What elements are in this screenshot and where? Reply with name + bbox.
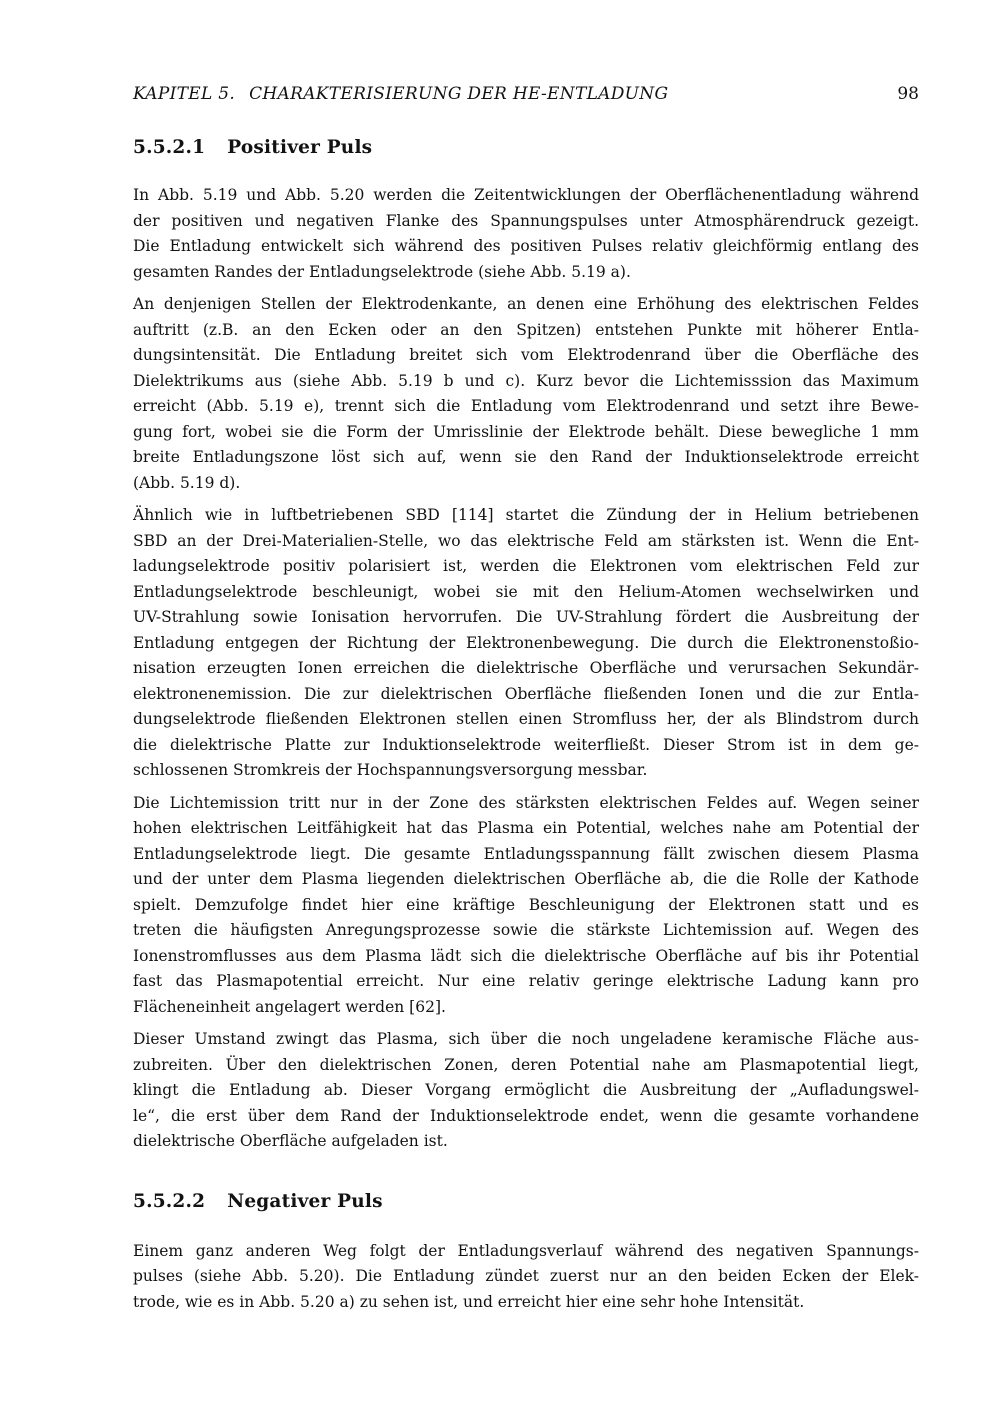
paragraph [133,503,919,784]
chapter-label: KAPITEL 5. [133,84,236,104]
text-line: und der unter dem Plasma liegenden dielektrischen Oberfläche ab, die die Rolle der Kathode [133,870,919,888]
text-line: treten die häufigsten Anregungsprozesse sowie die stärkste Lichtemission auf. Wegen des [133,921,919,939]
chapter-header [133,84,668,104]
text-line: spielt. Demzufolge findet hier eine kräftige Beschleunigung der Elektronen statt und es [133,895,919,914]
section-number: 5.5.2.2 [133,1190,206,1212]
text-line: auftritt (z.B. an den Ecken oder an den Spitzen) entstehen Punkte mit höherer Entla- [133,320,919,339]
text-line: nisation erzeugten Ionen erreichen die dielektrische Oberfläche und verursachen Sekundär- [133,659,919,677]
text-line: Entladungselektrode liegt. Die gesamte Entladungsspannung fällt zwischen diesem Plasma [133,844,919,863]
text-line: An denjenigen Stellen der Elektrodenkante, an denen eine Erhöhung des elektrischen Feldes [133,295,919,313]
section-heading-positiver-puls [133,137,919,158]
paragraph [133,183,919,285]
text-line: dungsintensität. Die Entladung breitet sich vom Elektrodenrand über die Oberfläche des [133,346,919,364]
text-line: erreicht (Abb. 5.19 e), trennt sich die Entladung vom Elektrodenrand und setzt ihre Bewe- [133,397,919,415]
section-title: Negativer Puls [227,1190,383,1212]
paragraph [133,791,919,1021]
text-line: schlossenen Stromkreis der Hochspannungsversorgung messbar. [133,761,648,779]
text-line: Die Lichtemission tritt nur in der Zone des stärksten elektrischen Feldes auf. Wegen seiner [133,793,919,812]
section-heading-negativer-puls [133,1191,919,1212]
text-line: Entladungselektrode beschleunigt, wobei sie mit den Helium-Atomen wechselwirken und [133,582,919,601]
chapter-title: CHARAKTERISIERUNG DER HE-ENTLADUNG [249,84,669,104]
text-line: elektronenemission. Die zur dielektrischen Oberfläche fließenden Ionen und die zur Entla- [133,684,919,703]
paragraph [133,292,919,496]
text-column [133,84,919,1322]
text-line: gesamten Randes der Entladungselektrode (siehe Abb. 5.19 a). [133,262,631,281]
text-line: Einem ganz anderen Weg folgt der Entladungsverlauf während des negativen Spannungs- [133,1241,919,1260]
paragraph [133,1239,919,1316]
text-line: trode, wie es in Abb. 5.20 a) zu sehen ist, und erreicht hier eine sehr hohe Intensität. [133,1292,805,1311]
text-line: fast das Plasmapotential erreicht. Nur eine relativ geringe elektrische Ladung kann pro [133,972,919,990]
text-line: Ähnlich wie in luftbetriebenen SBD [114] startet die Zündung der in Helium betriebenen [133,506,919,524]
text-line: Dieser Umstand zwingt das Plasma, sich über die noch ungeladene keramische Fläche aus- [133,1030,919,1048]
text-line: ladungselektrode positiv polarisiert ist, werden die Elektronen vom elektrischen Feld zur [133,557,919,575]
text-line: le“, die erst über dem Rand der Induktionselektrode endet, wenn die gesamte vorhandene [133,1106,919,1125]
text-line: Flächeneinheit angelagert werden [62]. [133,997,446,1016]
text-line: hohen elektrischen Leitfähigkeit hat das Plasma ein Potential, welches nahe am Potential der [133,819,919,837]
text-line: breite Entladungszone löst sich auf, wenn sie den Rand der Induktionselektrode erreicht [133,448,919,466]
section-number: 5.5.2.1 [133,137,206,158]
text-line: gung fort, wobei sie die Form der Umrisslinie der Elektrode behält. Diese bewegliche 1 mm [133,422,919,441]
text-line: klingt die Entladung ab. Dieser Vorgang ermöglicht die Ausbreitung der „Aufladungswel- [133,1081,919,1099]
text-line: Ionenstromflusses aus dem Plasma lädt sich die dielektrische Oberfläche auf bis ihr Potential [133,946,919,965]
text-line: zubreiten. Über den dielektrischen Zonen, deren Potential nahe am Plasmapotential liegt, [133,1055,919,1074]
page-number: 98 [897,84,919,104]
running-header [133,84,919,104]
text-line: Dielektrikums aus (siehe Abb. 5.19 b und c). Kurz bevor die Lichtemisssion das Maximum [133,371,919,390]
text-line: der positiven und negativen Flanke des Spannungspulses unter Atmosphärendruck gezeigt. [133,211,919,230]
text-line: Entladung entgegen der Richtung der Elektronenbewegung. Die durch die Elektronenstoßio- [133,633,919,652]
paragraph [133,1027,919,1155]
section-title: Positiver Puls [227,137,373,158]
text-line: die dielektrische Platte zur Induktionselektrode weiterfließt. Dieser Strom ist in dem ge- [133,735,919,754]
text-line: SBD an der Drei-Materialien-Stelle, wo das elektrische Feld am stärksten ist. Wenn die Ent- [133,531,919,550]
text-line: pulses (siehe Abb. 5.20). Die Entladung zündet zuerst nur an den beiden Ecken der Elek- [133,1267,919,1285]
text-line: Die Entladung entwickelt sich während des positiven Pulses relativ gleichförmig entlang des [133,237,919,255]
text-line: UV-Strahlung sowie Ionisation hervorrufen. Die UV-Strahlung fördert die Ausbreitung der [133,608,919,626]
text-line: dielektrische Oberfläche aufgeladen ist. [133,1132,448,1150]
text-line: dungselektrode fließenden Elektronen stellen einen Stromfluss her, der als Blindstrom durch [133,710,919,728]
text-line: (Abb. 5.19 d). [133,473,241,492]
text-line: In Abb. 5.19 und Abb. 5.20 werden die Zeitentwicklungen der Oberflächenentladung während [133,186,919,204]
